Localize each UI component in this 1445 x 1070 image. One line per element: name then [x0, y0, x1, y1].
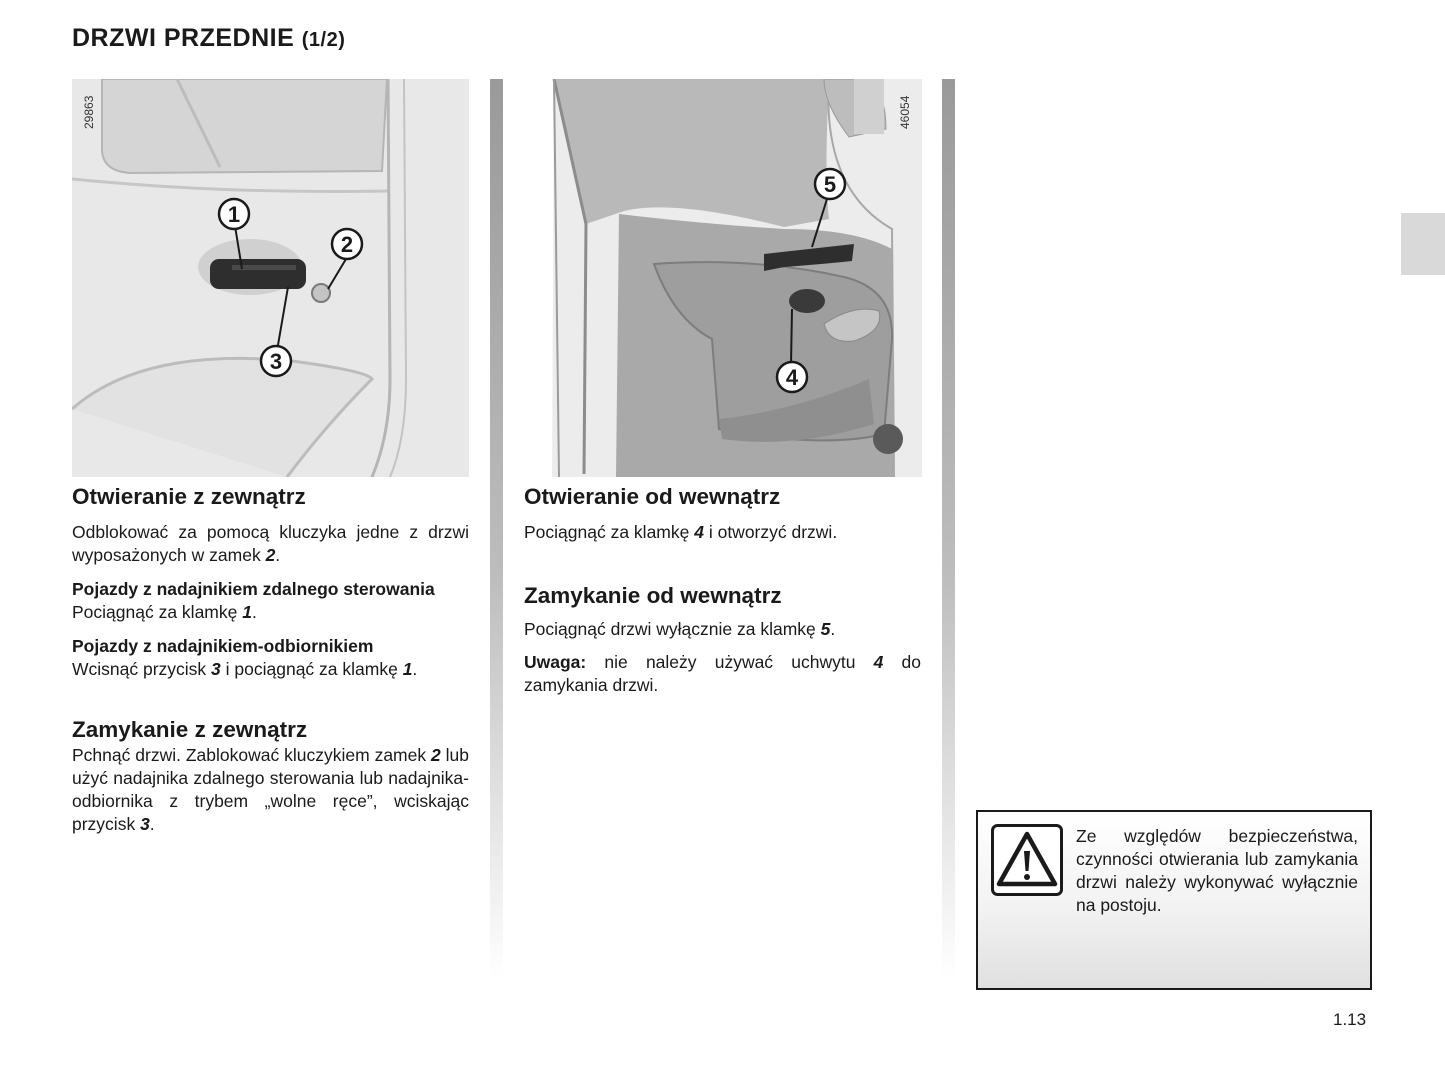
callout-label: 4	[785, 365, 799, 390]
paragraph: Pociągnąć za klamkę 1.	[72, 602, 257, 622]
warning-text: Ze względów bezpieczeństwa, czynności otwierania lub zamykania drzwi należy wykonywać wyłącznie na postoju.	[1076, 826, 1358, 915]
reference-number: 1	[242, 602, 252, 622]
warning-triangle-icon	[991, 824, 1063, 901]
subheading-transceiver: Pojazdy z nadajnikiem-odbiornikiem	[72, 636, 374, 656]
callout-label: 1	[227, 202, 241, 227]
paragraph: Wcisnąć przycisk 3 i pociągnąć za klamkę 1.	[72, 659, 418, 679]
callouts-layer	[524, 79, 922, 477]
reference-number: 4	[873, 652, 884, 672]
paragraph: Pociągnąć drzwi wyłącznie za klamkę 5.	[524, 619, 836, 639]
reference-number: 4	[694, 522, 704, 542]
callouts-layer	[72, 79, 469, 477]
column-separator	[490, 79, 503, 979]
warning-box	[976, 810, 1372, 990]
callout-label: 5	[823, 172, 837, 197]
figure-exterior-handle	[72, 79, 469, 477]
callout-label: 2	[340, 232, 354, 257]
reference-number: 1	[402, 659, 413, 679]
reference-number: 2	[265, 545, 276, 565]
left-column	[72, 483, 469, 836]
figure-code: 29863	[82, 95, 96, 129]
section-heading-close-outside: Zamykanie z zewnątrz	[72, 717, 308, 742]
reference-number: 3	[140, 814, 150, 834]
reference-number: 3	[211, 659, 221, 679]
chapter-tab	[1401, 213, 1445, 275]
paragraph: Pchnąć drzwi. Zablokować kluczykiem zamek 2 lub użyć nadajnika zdalnego sterowania lub nadajnika-odbiornika z trybem „wolne ręce”, wciskając przycisk 3.	[72, 745, 469, 834]
paragraph: Pociągnąć za klamkę 4 i otworzyć drzwi.	[524, 522, 838, 542]
figure-code: 46054	[898, 95, 912, 129]
reference-number: 2	[431, 745, 441, 765]
page-number: 1.13	[1333, 1010, 1367, 1029]
note-label: Uwaga:	[524, 652, 587, 672]
note-paragraph: Uwaga: nie należy używać uchwytu 4 do zamykania drzwi.	[524, 652, 922, 695]
paragraph: Odblokować za pomocą kluczyka jedne z drzwi wyposażonych w zamek 2.	[72, 522, 469, 565]
reference-number: 5	[820, 619, 831, 639]
page-title-part: (1/2)	[301, 29, 346, 51]
callout-label: 3	[269, 349, 283, 374]
section-heading-open-inside: Otwieranie od wewnątrz	[524, 484, 781, 509]
figure-interior-door	[524, 79, 922, 477]
subheading-remote-control: Pojazdy z nadajnikiem zdalnego sterowania	[72, 579, 435, 599]
page-title: DRZWI PRZEDNIE (1/2)	[72, 24, 346, 52]
middle-column	[524, 483, 921, 697]
column-separator	[942, 79, 955, 979]
section-heading-open-outside: Otwieranie z zewnątrz	[72, 484, 306, 509]
section-heading-close-inside: Zamykanie od wewnątrz	[524, 583, 782, 608]
